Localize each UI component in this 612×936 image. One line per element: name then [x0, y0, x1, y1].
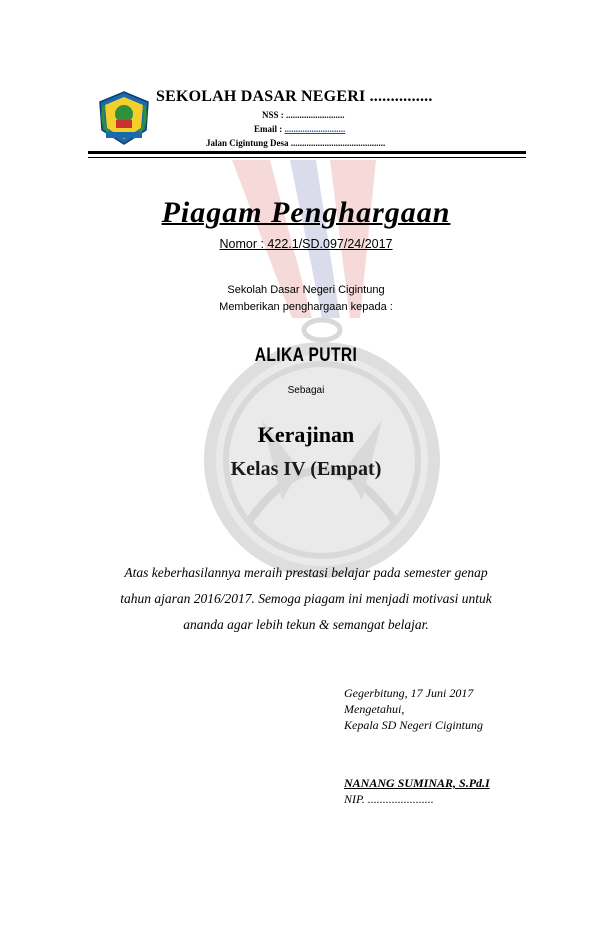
grade-label: Kelas IV (Empat) [230, 458, 382, 480]
as-label: Sebagai [287, 385, 325, 396]
statement-line-3: ananda agar lebih tekun & semangat belajar. [183, 617, 429, 632]
header-divider-thin [88, 157, 526, 158]
signatory-nip: NIP. ...................... [344, 792, 434, 806]
signatory-position: Kepala SD Negeri Cigintung [344, 718, 483, 732]
email-value: ........................... [284, 124, 346, 134]
presenter-line-1: Sekolah Dasar Negeri Cigintung [227, 284, 385, 296]
email-line [254, 124, 345, 134]
statement [70, 560, 542, 638]
award-title: Kerajinan [257, 422, 355, 447]
school-name: SEKOLAH DASAR NEGERI ............... [156, 88, 433, 105]
header-divider-thick [88, 151, 526, 154]
email-label: Email : [254, 124, 285, 134]
recipient-name: ALIKA PUTRI [254, 345, 358, 366]
school-logo [96, 90, 152, 146]
certificate-title: Piagam Penghargaan [161, 196, 451, 229]
signatory-name: NANANG SUMINAR, S.Pd.I [344, 776, 490, 790]
statement-line-2: tahun ajaran 2016/2017. Semoga piagam ini menjadi motivasi untuk [120, 591, 492, 606]
certificate-number: Nomor : 422.1/SD.097/24/2017 [219, 237, 393, 251]
place-date: Gegerbitung, 17 Juni 2017 [344, 686, 474, 700]
address-line: Jalan Cigintung Desa .......................................... [206, 138, 386, 148]
statement-line-1: Atas keberhasilannya meraih prestasi belajar pada semester genap [124, 565, 488, 580]
presenter-line-2: Memberikan penghargaan kepada : [219, 301, 393, 313]
acknowledged-label: Mengetahui, [344, 702, 405, 716]
nss-line: NSS : .......................... [262, 110, 345, 120]
